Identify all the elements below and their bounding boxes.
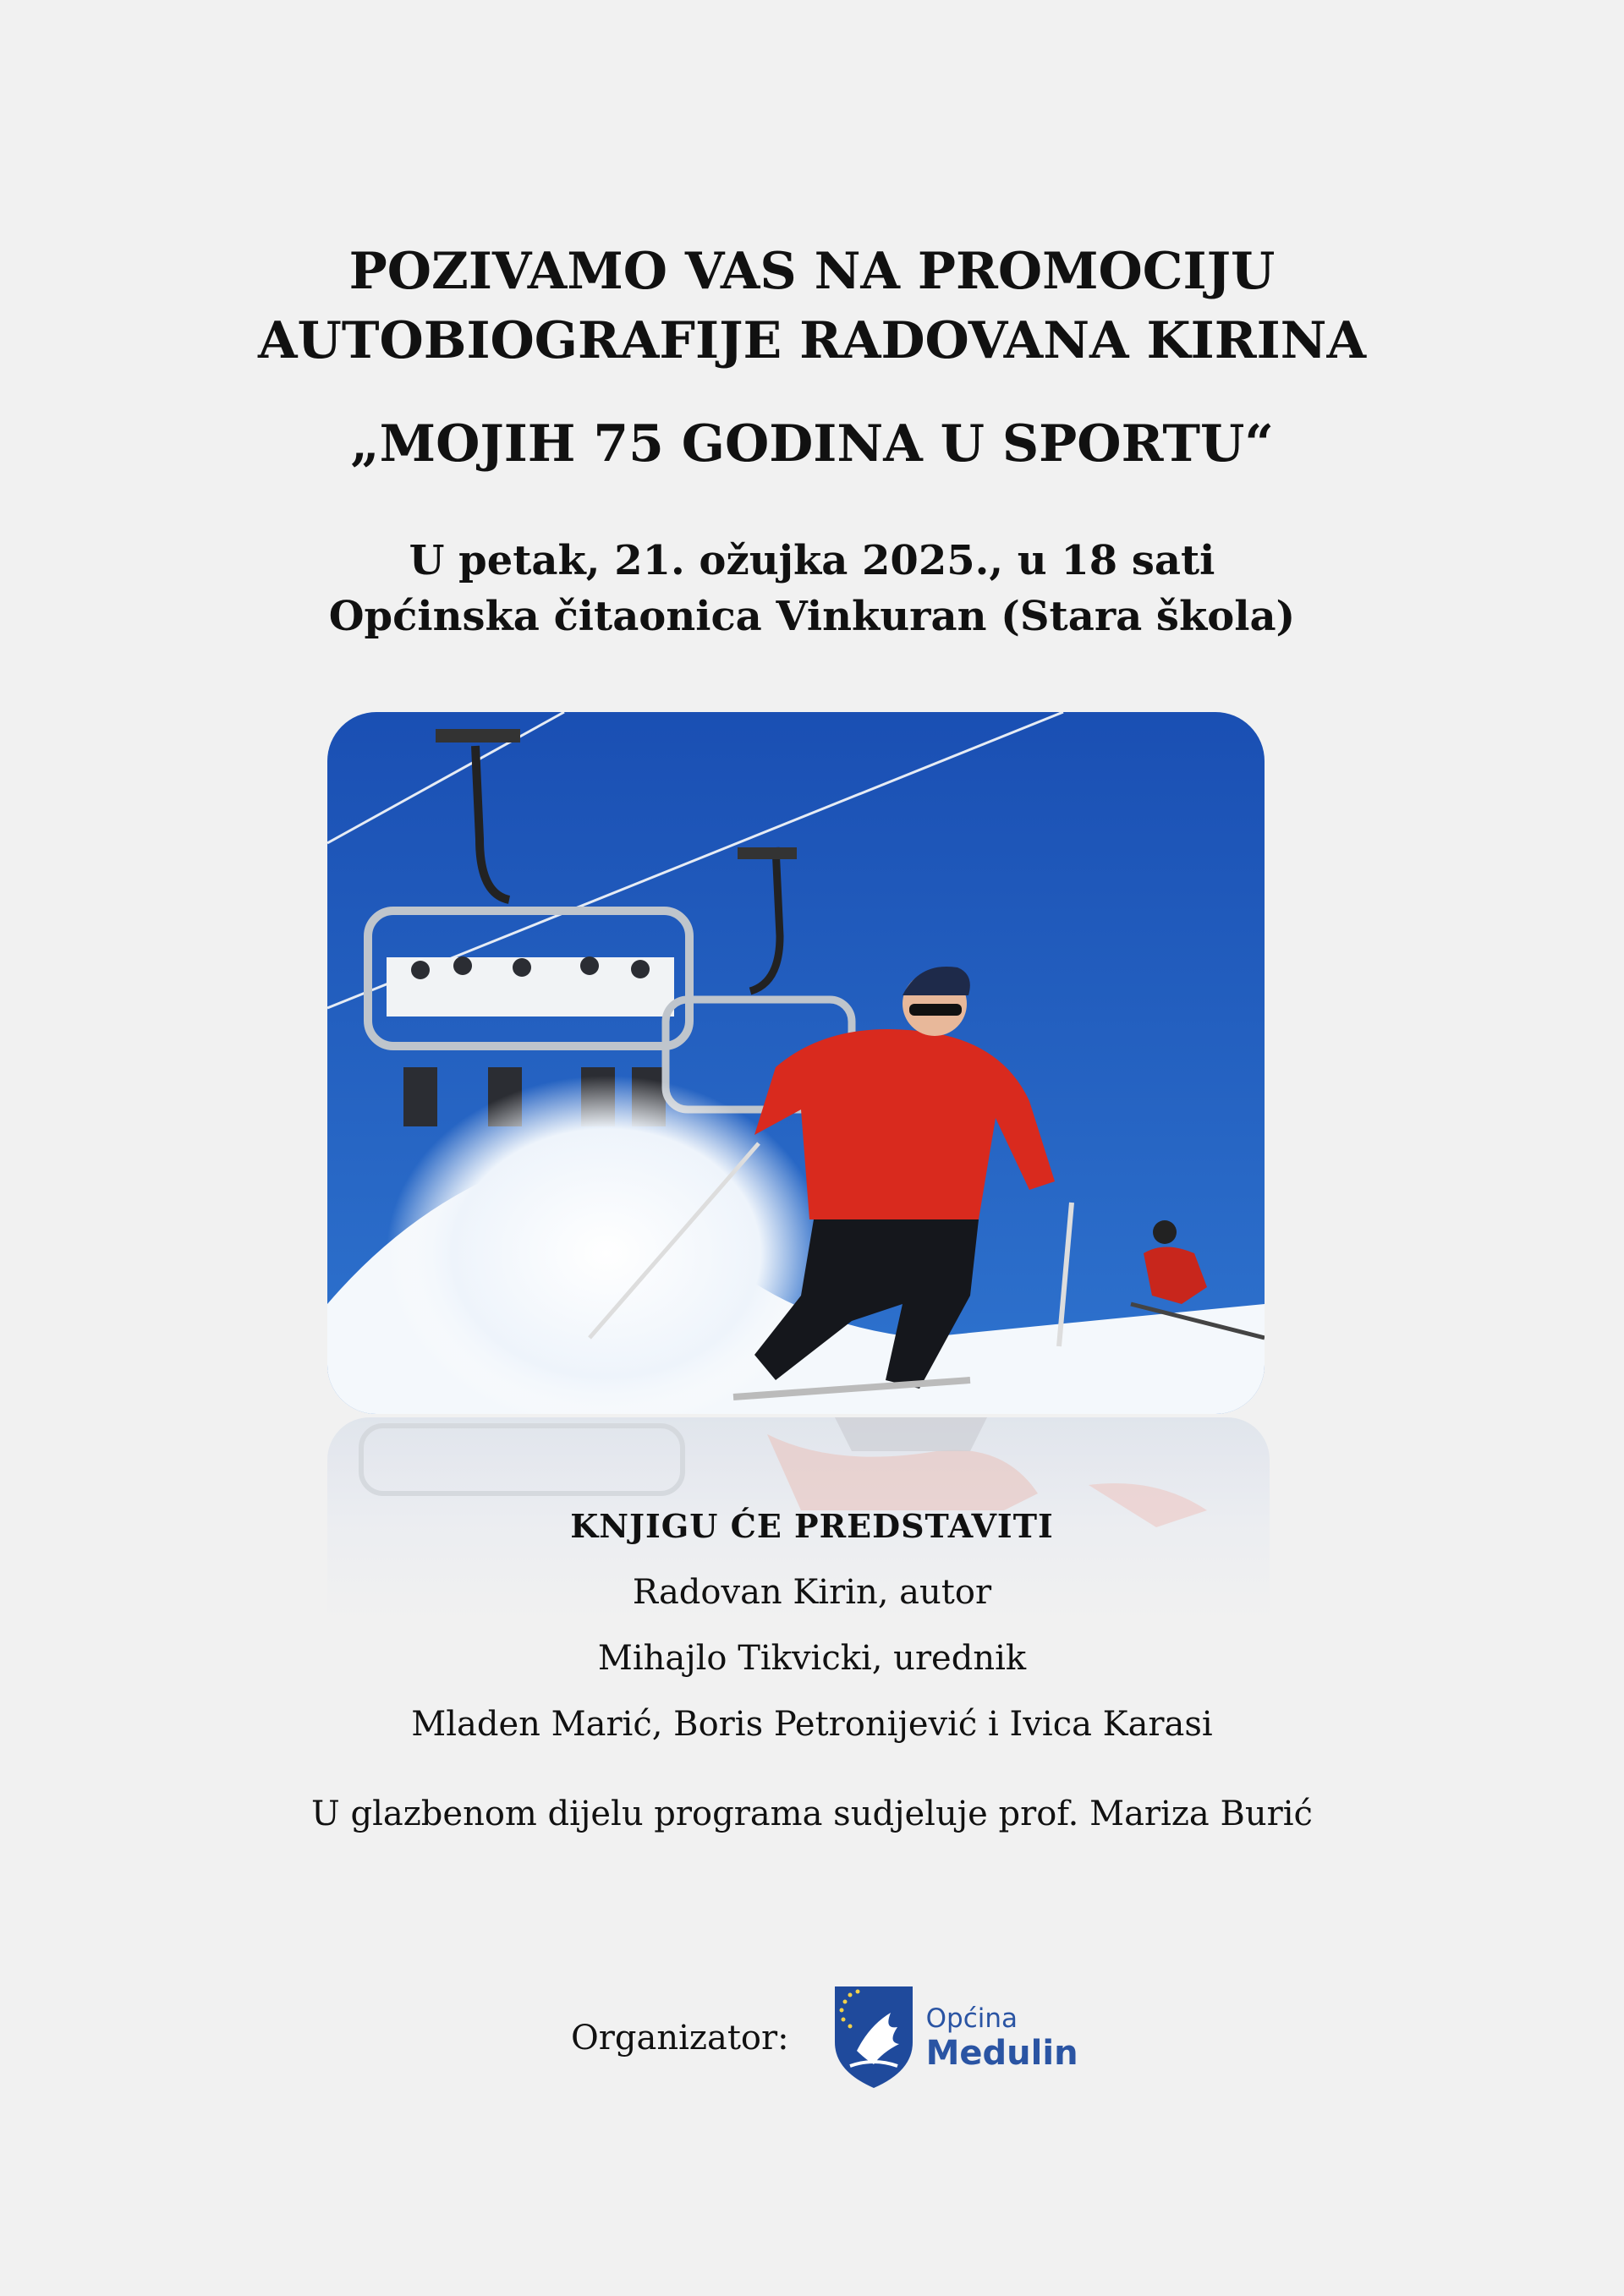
presenter-line: Mihajlo Tikvicki, urednik — [597, 1639, 1027, 1678]
event-date: U petak, 21. ožujka 2025., u 18 sati — [409, 537, 1215, 584]
event-details — [0, 533, 1624, 644]
organizer-label: Organizator: — [571, 2019, 789, 2058]
presenter-line: Mladen Marić, Boris Petronijević i Ivica Karasi — [411, 1705, 1213, 1744]
medulin-logo — [831, 1983, 1078, 2093]
organizer-block — [571, 1983, 1078, 2093]
logo-text-small: Općina — [925, 2003, 1018, 2034]
event-venue: Općinska čitaonica Vinkuran (Stara škola) — [328, 593, 1296, 640]
invitation-headline — [0, 237, 1624, 375]
ski-photo — [327, 712, 1265, 1414]
presenter-line: Radovan Kirin, autor — [632, 1573, 992, 1612]
medulin-coat-of-arms-icon — [831, 1983, 916, 2093]
book-title: „MOJIH 75 GODINA U SPORTU“ — [350, 414, 1274, 474]
presenters-heading: KNJIGU ĆE PREDSTAVITI — [570, 1507, 1054, 1545]
invitation-line-1: POZIVAMO VAS NA PROMOCIJU — [348, 242, 1276, 301]
logo-text-big: Medulin — [925, 2034, 1078, 2073]
logo-wordmark — [926, 2003, 1078, 2073]
invitation-line-2: AUTOBIOGRAFIJE RADOVANA KIRINA — [257, 311, 1367, 370]
music-note: U glazbenom dijelu programa sudjeluje prof. Mariza Burić — [311, 1795, 1313, 1833]
